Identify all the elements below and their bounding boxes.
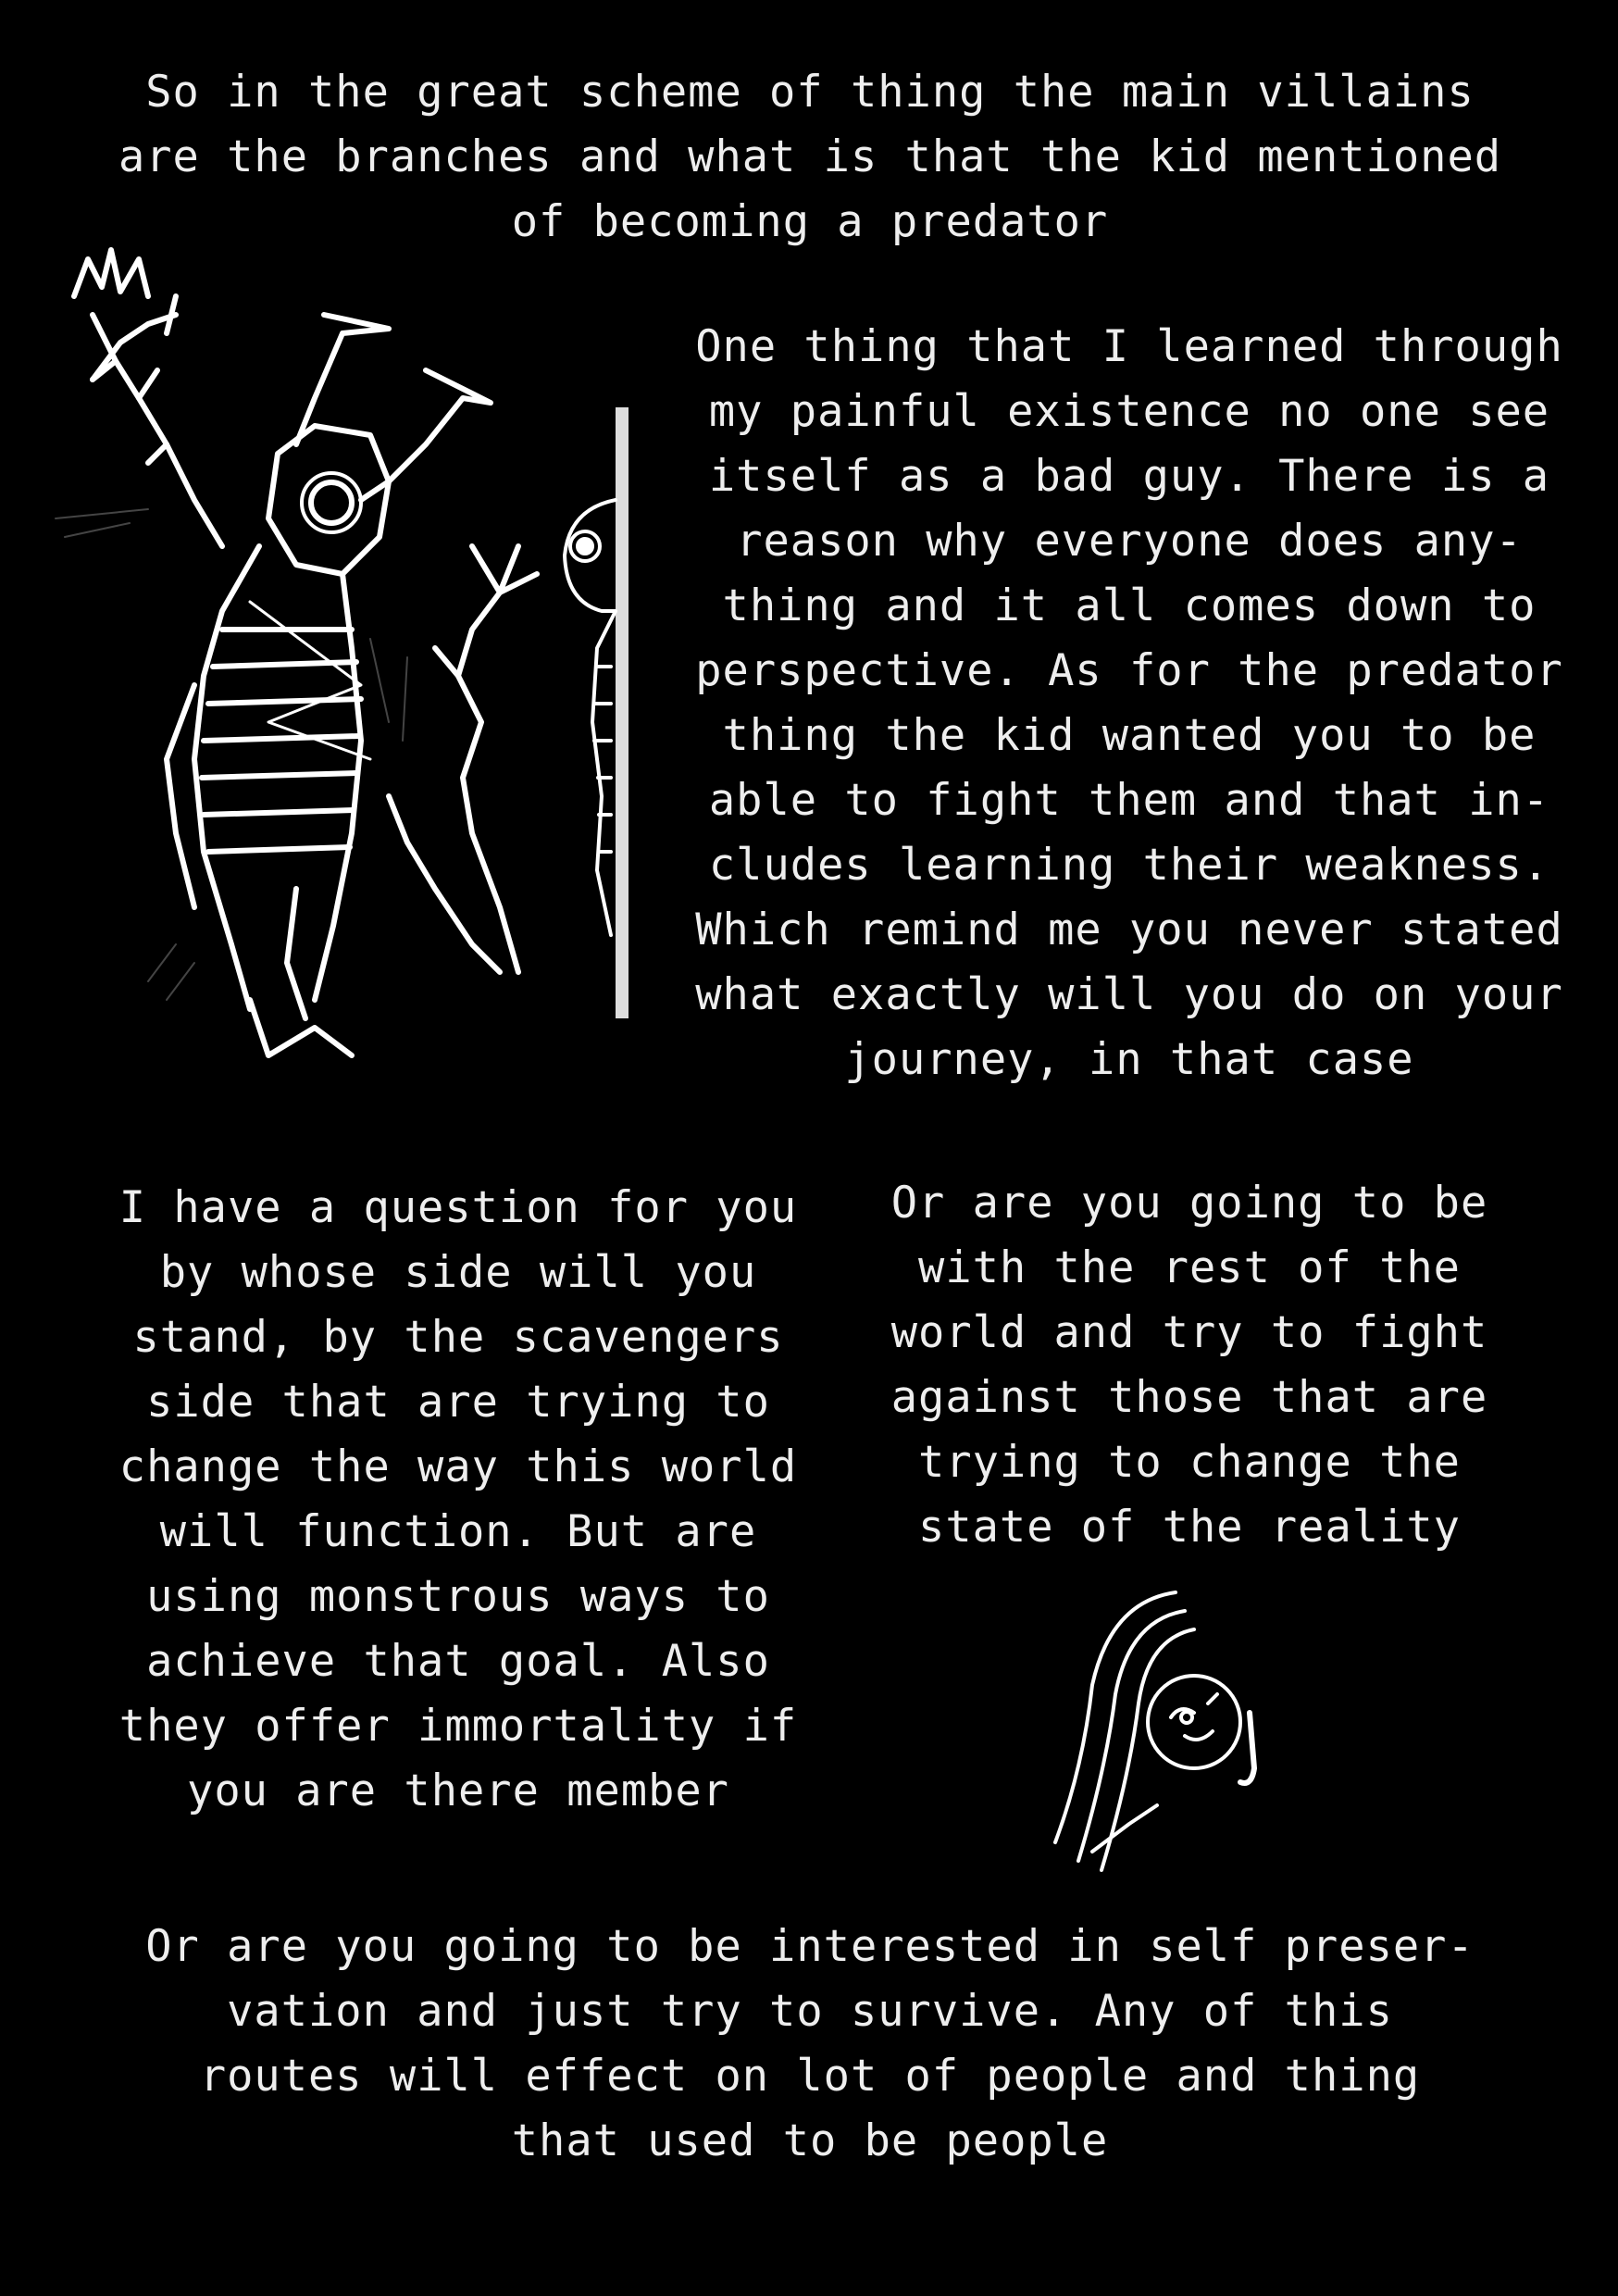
survive-line: vation and just try to survive. Any of this bbox=[227, 1986, 1393, 2037]
hood-outline bbox=[1055, 1592, 1194, 1870]
perspective-line: journey, in that case bbox=[844, 1034, 1414, 1085]
intro-line: So in the great scheme of thing the main villains bbox=[145, 67, 1475, 118]
rest-of-world-line: trying to change the bbox=[918, 1437, 1461, 1488]
rest-of-world-line: state of the reality bbox=[918, 1502, 1461, 1553]
rest-of-world-paragraph bbox=[852, 1171, 1527, 1560]
perspective-line: perspective. As for the predator bbox=[695, 645, 1563, 696]
question-line: change the way this world bbox=[118, 1441, 798, 1492]
intro-line: of becoming a predator bbox=[511, 196, 1109, 247]
question-line: using monstrous ways to bbox=[146, 1571, 770, 1622]
question-line: stand, by the scavengers bbox=[132, 1312, 784, 1363]
survive-paragraph bbox=[120, 1915, 1500, 2174]
question-line: I have a question for you bbox=[118, 1182, 798, 1233]
perspective-line: thing and it all comes down to bbox=[722, 580, 1537, 631]
creature-head bbox=[268, 426, 389, 574]
survive-line: routes will effect on lot of people and thing bbox=[199, 2051, 1421, 2102]
question-line: they offer immortality if bbox=[118, 1701, 798, 1752]
perspective-line: what exactly will you do on your bbox=[695, 969, 1563, 1020]
perspective-line: my painful existence no one see bbox=[708, 386, 1550, 437]
creature-claw-arm bbox=[389, 546, 537, 972]
intro-line: are the branches and what is that the kid mentioned bbox=[118, 131, 1502, 182]
question-line: achieve that goal. Also bbox=[146, 1636, 770, 1687]
question-line: will function. But are bbox=[159, 1506, 757, 1557]
question-paragraph bbox=[102, 1176, 815, 1824]
rest-of-world-line: against those that are bbox=[890, 1372, 1488, 1423]
vertical-pole bbox=[616, 407, 629, 1018]
perspective-line: Which remind me you never stated bbox=[695, 905, 1563, 955]
survive-line: Or are you going to be interested in self preser- bbox=[145, 1921, 1475, 1972]
perspective-line: reason why everyone does any- bbox=[736, 516, 1523, 567]
intro-paragraph bbox=[74, 60, 1546, 255]
rest-of-world-line: with the rest of the bbox=[918, 1242, 1461, 1293]
hooded-figure-illustration bbox=[1037, 1555, 1296, 1889]
rest-of-world-line: Or are you going to be bbox=[890, 1178, 1488, 1229]
peeking-figure bbox=[565, 500, 616, 935]
question-line: side that are trying to bbox=[146, 1377, 770, 1428]
perspective-line: One thing that I learned through bbox=[695, 321, 1563, 372]
branch-creature-illustration bbox=[37, 241, 648, 1074]
face-circle bbox=[1148, 1676, 1240, 1768]
antler-branches bbox=[74, 250, 222, 546]
perspective-line: thing the kid wanted you to be bbox=[722, 710, 1537, 761]
perspective-paragraph bbox=[685, 315, 1574, 1092]
question-line: by whose side will you bbox=[159, 1247, 757, 1298]
perspective-line: cludes learning their weakness. bbox=[708, 840, 1550, 891]
question-line: you are there member bbox=[187, 1766, 729, 1816]
survive-line: that used to be people bbox=[511, 2115, 1109, 2166]
rest-of-world-line: world and try to fight bbox=[890, 1307, 1488, 1358]
hand-hook bbox=[1240, 1713, 1254, 1783]
perspective-line: able to fight them and that in- bbox=[708, 775, 1550, 826]
ribcage-torso bbox=[167, 546, 370, 1009]
perspective-line: itself as a bad guy. There is a bbox=[708, 451, 1550, 502]
